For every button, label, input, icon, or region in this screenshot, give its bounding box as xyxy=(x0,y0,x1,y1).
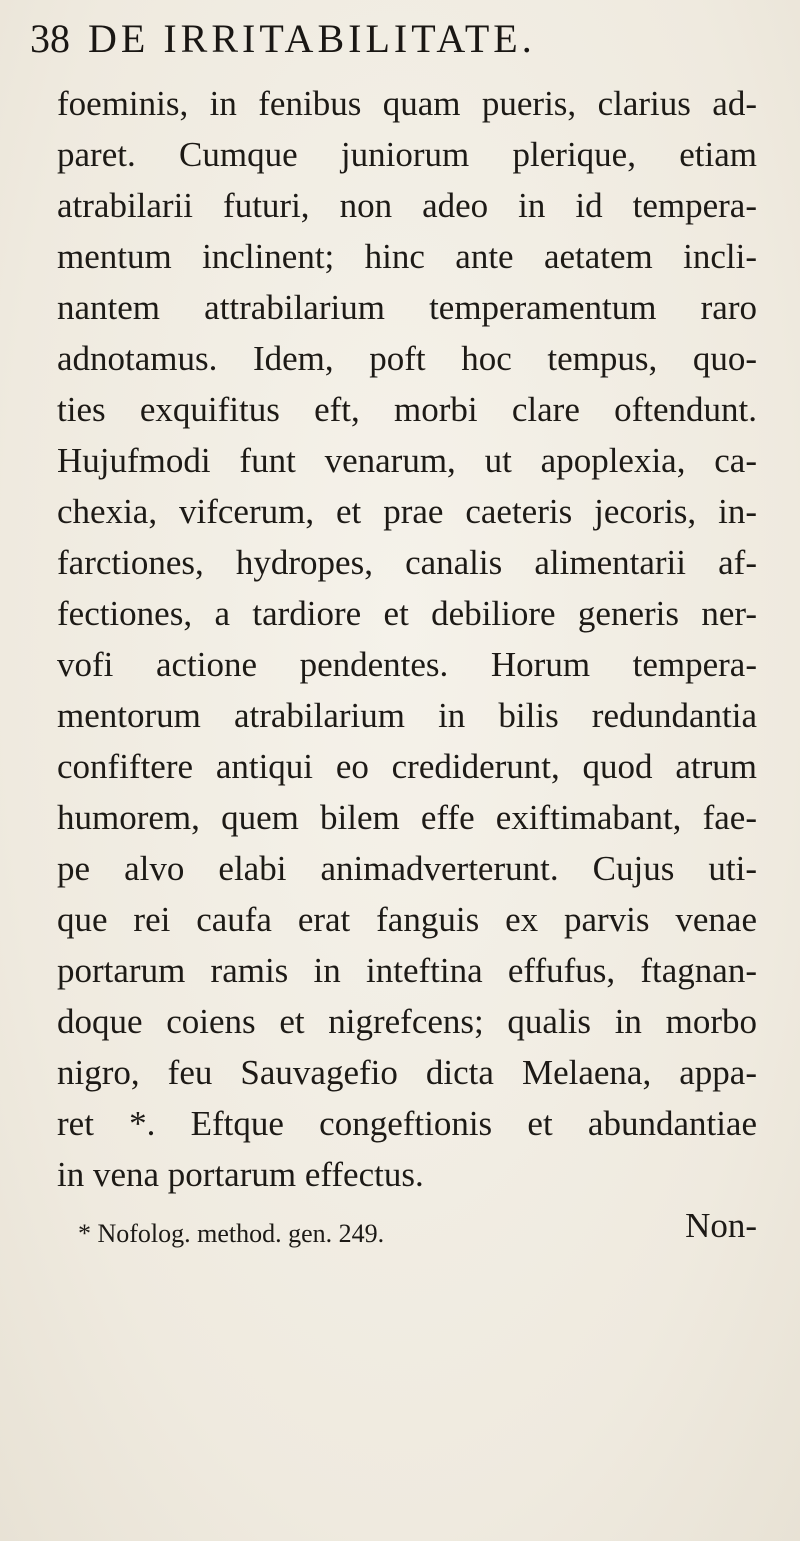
text-line: confiftere antiqui eo crediderunt, quod atrum xyxy=(57,747,757,786)
text-line: que rei caufa erat fanguis ex parvis venae xyxy=(57,900,757,939)
text-line: ret *. Eftque congeftionis et abundantiae xyxy=(57,1104,757,1143)
text-line: nantem attrabilarium temperamentum raro xyxy=(57,288,757,327)
text-line: foeminis, in fenibus quam pueris, clarius ad- xyxy=(57,84,757,123)
text-line: nigro, feu Sauvagefio dicta Melaena, appa- xyxy=(57,1053,757,1092)
text-line: Hujufmodi funt venarum, ut apoplexia, ca- xyxy=(57,441,757,480)
text-line: ties exquifitus eft, morbi clare oftendunt. xyxy=(57,390,757,429)
text-line: adnotamus. Idem, poft hoc tempus, quo- xyxy=(57,339,757,378)
text-line: atrabilarii futuri, non adeo in id tempera- xyxy=(57,186,757,225)
text-line: pe alvo elabi animadverterunt. Cujus uti- xyxy=(57,849,757,888)
body-text xyxy=(57,78,757,1251)
text-line: mentum inclinent; hinc ante aetatem incli- xyxy=(57,237,757,276)
text-line: paret. Cumque juniorum plerique, etiam xyxy=(57,135,757,174)
text-line: in vena portarum effectus. xyxy=(57,1155,424,1194)
text-line: mentorum atrabilarium in bilis redundantia xyxy=(57,696,757,735)
text-line: vofi actione pendentes. Horum tempera- xyxy=(57,645,757,684)
running-head xyxy=(30,14,750,64)
text-line: doque coiens et nigrefcens; qualis in morbo xyxy=(57,1002,757,1041)
text-line: farctiones, hydropes, canalis alimentarii af- xyxy=(57,543,757,582)
text-line: chexia, vifcerum, et prae caeteris jecoris, in- xyxy=(57,492,757,531)
text-line: portarum ramis in inteftina effufus, ftagnan- xyxy=(57,951,757,990)
catchword: Non- xyxy=(685,1206,757,1245)
footnote: * Nofolog. method. gen. 249. xyxy=(78,1219,385,1248)
text-line: humorem, quem bilem effe exiftimabant, fae- xyxy=(57,798,757,837)
text-line: fectiones, a tardiore et debiliore generis ner- xyxy=(57,594,757,633)
page-number: 38 xyxy=(30,16,70,61)
running-title: DE IRRITABILITATE. xyxy=(88,16,536,61)
